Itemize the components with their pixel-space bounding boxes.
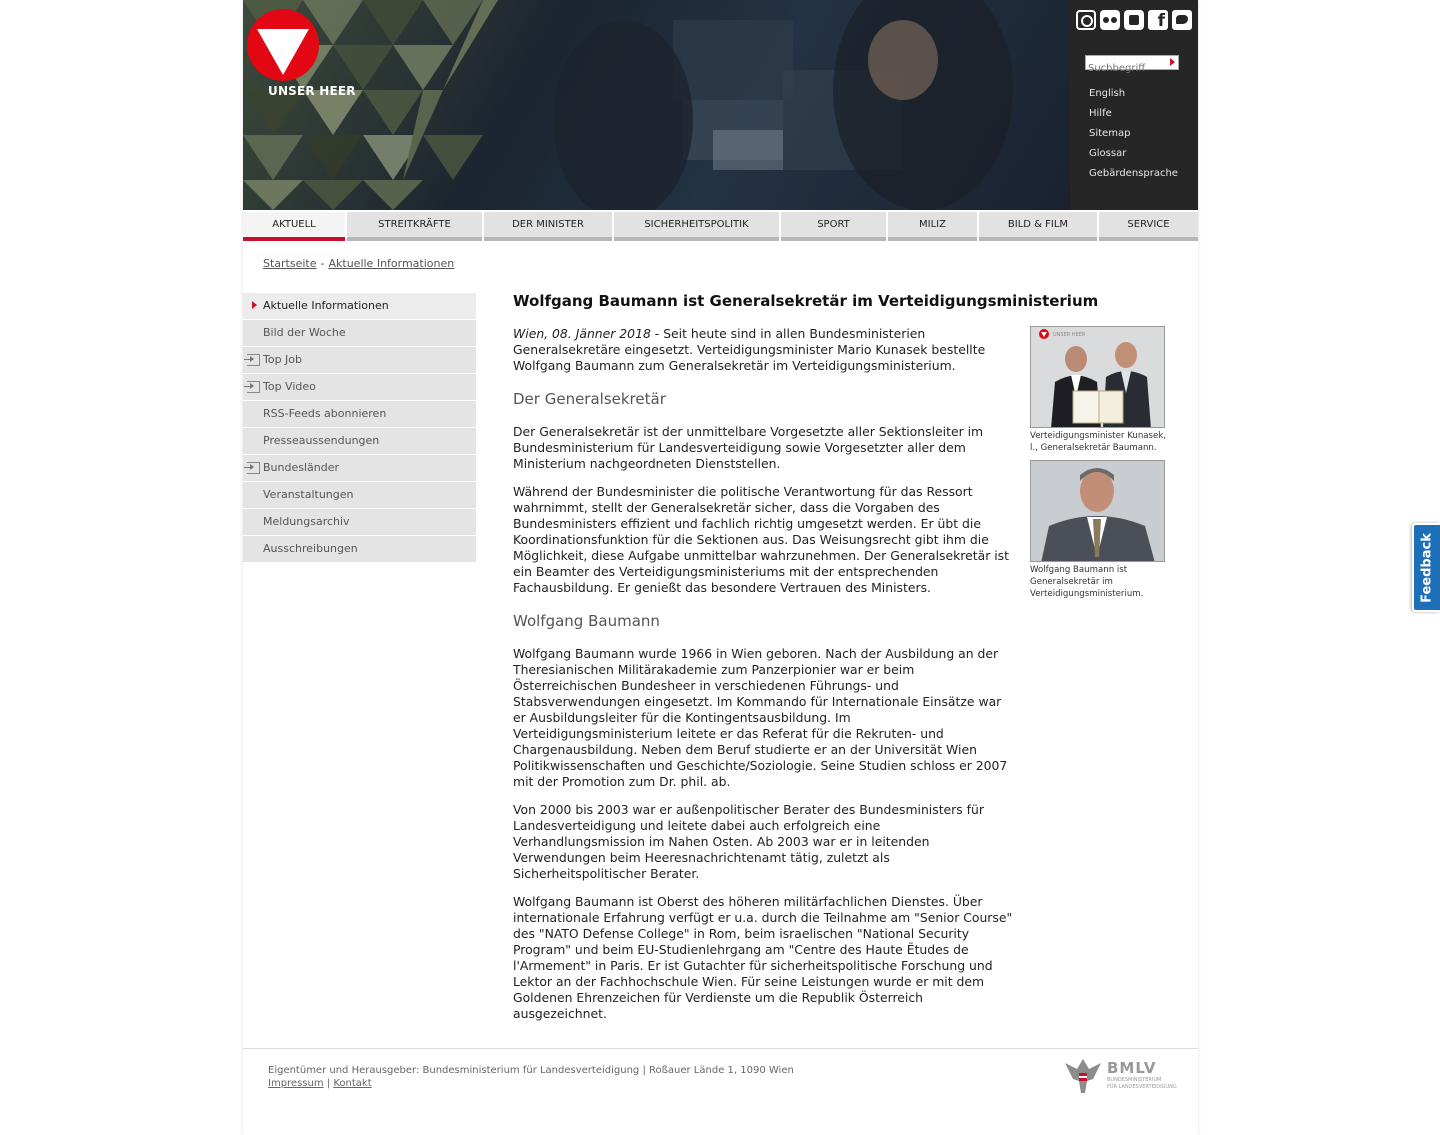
nav-sport[interactable]: SPORT [781,212,886,241]
instagram-icon[interactable] [1076,10,1096,30]
sidebar-item-label: Top Video [263,380,316,393]
section-title-wolfgang-baumann: Wolfgang Baumann [513,612,660,630]
figure-caption: Verteidigungsminister Kunasek, l., Generalsekretär Baumann. [1030,431,1167,453]
page-container [243,0,1198,1135]
sidebar-item-label: Meldungsarchiv [263,515,350,528]
feedback-button[interactable] [1412,523,1440,612]
flickr-icon[interactable] [1100,10,1120,30]
bmlv-subtitle-line: FÜR LANDESVERTEIDIGUNG [1107,1084,1177,1090]
hero-image [243,0,1070,210]
article-paragraph: Von 2000 bis 2003 war er außenpolitischer Berater des Bundesministers für Landesverteidigung und leitete dabei auch erfolgreich eine Verhandlungsmission im Nahen Osten. Ab 2003 war er in leitenden Verwendungen beim Heeresnachrichtenamt tätig, zuletzt als Sicherheitspolitischer Berater. [513,802,984,881]
article-paragraph: Wolfgang Baumann ist Oberst des höheren militärfachlichen Dienstes. Über internationale Erfahrung verfügt er u.a. durch die Teilnahme am "Senior Course" des "NATO Defense College" in Rom, beim israelischen "National Security Program" und beim EU-Studienlehrgang am "Centre des Haute Ẽtudes de l'Armement" in Paris. Er ist Gutachter für sicherheitspolitische Forschung und Lektor an der Fachhochschule Wien. Für seine Leistungen wurde er mit dem Goldenen Ehrenzeichen für Verdienste um die Republik Österreich ausgezeichnet. [513,894,1013,1021]
sidebar-item-label: Veranstaltungen [263,488,354,501]
sidebar-item-meldungsarchiv[interactable] [243,509,476,535]
util-link-glossar[interactable]: Glossar [1089,148,1127,159]
figure-handshake [1030,326,1170,454]
sidebar-item-rss-feeds[interactable] [243,401,476,427]
article-lead-text: - Seit heute sind in allen Bundesministerien Generalsekretäre eingesetzt. Verteidigungsminister Mario Kunasek bestellte Wolfgang Baumann zum Generalsekretär im Verteidigungsministerium. [513,326,986,373]
nav-sicherheitspolitik[interactable]: SICHERHEITSPOLITIK [614,212,779,241]
footer-separator: | [326,1078,331,1089]
twitter-icon[interactable] [1172,10,1192,30]
sidebar-item-label: Aktuelle Informationen [263,299,389,312]
sidebar-item-label: Bild der Woche [263,326,346,339]
footer-links [268,1078,372,1089]
nav-bild-film[interactable]: BILD & FILM [979,212,1097,241]
unser-heer-logo-icon[interactable] [243,0,323,90]
sidebar-item-top-job[interactable] [243,347,476,373]
photo-badge: UNSER HEER [1053,332,1086,338]
footer [243,1048,1198,1090]
sidebar-item-bild-der-woche[interactable] [243,320,476,346]
sidebar-item-label: Presseaussendungen [263,434,380,447]
photo-baumann-portrait[interactable] [1030,460,1165,562]
sidebar-item-top-video[interactable] [243,374,476,400]
nav-der-minister[interactable]: DER MINISTER [484,212,612,241]
sidebar-item-bundeslaender[interactable] [243,455,476,481]
search-box [1085,55,1179,70]
footer-owner: Eigentümer und Herausgeber: Bundesministerium für Landesverteidigung | Roßauer Lände 1, 1090 Wien [268,1065,794,1076]
nav-miliz[interactable]: MILIZ [888,212,977,241]
camouflage-pattern [243,0,1070,210]
article-title: Wolfgang Baumann ist Generalsekretär im Verteidigungsministerium [513,292,1099,310]
sidebar-item-label: Bundesländer [263,461,340,474]
social-icons [1076,10,1192,30]
breadcrumb [263,257,454,270]
external-link-icon [247,354,260,366]
nav-service[interactable]: SERVICE [1099,212,1198,241]
article-paragraph: Der Generalsekretär ist der unmittelbare Vorgesetzte aller Sektionsleiter im Bundesministerium für Landesverteidigung sowie Vorgesetzter aller dem Ministerium nachgeordneten Dienststellen. [513,424,984,471]
util-link-gebaerdensprache[interactable]: Gebärdensprache [1089,168,1178,179]
breadcrumb-separator: - [320,257,325,270]
search-submit-icon[interactable] [1170,58,1175,66]
external-link-icon [247,462,260,474]
article-paragraph: Wolfgang Baumann wurde 1966 in Wien geboren. Nach der Ausbildung an der Theresianischen Militärakademie zum Panzerpionier war er beim Österreichischen Bundesheer in verschiedenen Führungs- und Stabsverwendungen eingesetzt. Im Kommando für Internationale Einsätze war er Ausbildungsleiter für die Kontingentsausbildung. Im Verteidigungsministerium leitete er das Referat für die Rekruten- und Chargenausbildung. Neben dem Beruf studierte er an der Universität Wien Politikwissenschaften und Geschichte/Soziologie. Seine Studien schloss er 2007 mit der Promotion zum Dr. phil. ab. [513,646,1008,789]
facebook-icon[interactable]: f [1148,10,1168,30]
search-input[interactable] [1086,62,1166,75]
sidebar [243,293,476,563]
breadcrumb-current[interactable]: Aktuelle Informationen [328,257,455,270]
nav-streitkraefte[interactable]: STREITKRÄFTE [347,212,482,241]
main-nav [243,212,1198,241]
header-side-panel [1070,0,1198,210]
sidebar-item-label: RSS-Feeds abonnieren [263,407,387,420]
section-title-generalsekretaer: Der Generalsekretär [513,390,666,408]
figure-caption: Wolfgang Baumann ist Generalsekretär im Verteidigungsministerium. [1030,565,1144,599]
feedback-label: Feedback [1419,532,1435,603]
bmlv-logo[interactable] [1063,1057,1175,1097]
nav-aktuell[interactable]: AKTUELL [243,212,345,241]
sidebar-item-ausschreibungen[interactable] [243,536,476,562]
util-link-english[interactable]: English [1089,88,1126,99]
sidebar-item-aktuelle-informationen[interactable] [243,293,476,319]
figure-portrait [1030,460,1170,600]
article-paragraph: Während der Bundesminister die politische Verantwortung für das Ressort wahrnimmt, stellt der Generalsekretär sicher, dass die Vorgaben des Bundesministers effizient und fachlich richtig umgesetzt werden. Er übt die Koordinationsfunktion für die Sektionen aus. Das Weisungsrecht gibt ihm die Möglichkeit, diese Aufgabe unmittelbar wahrzunehmen. Der Generalsekretär ist ein Beamter des Verteidigungsministeriums mit der entsprechenden Fachausbildung. Er genießt das besondere Vertrauen des Ministers. [513,484,1009,595]
breadcrumb-home[interactable]: Startseite [263,257,317,270]
utility-links [1089,84,1178,184]
util-link-sitemap[interactable]: Sitemap [1089,128,1131,139]
header [243,0,1198,210]
footer-link-impressum[interactable]: Impressum [268,1078,324,1089]
sidebar-item-label: Top Job [263,353,303,366]
article-date: Wien, 08. Jänner 2018 [513,326,651,341]
util-link-hilfe[interactable]: Hilfe [1089,108,1112,119]
logo-text: UNSER HEER [268,84,356,98]
external-link-icon [247,381,260,393]
footer-link-kontakt[interactable]: Kontakt [333,1078,372,1089]
sidebar-item-presseaussendungen[interactable] [243,428,476,454]
bmlv-subtitle-line: BUNDESMINISTERIUM [1107,1077,1162,1083]
youtube-icon[interactable] [1124,10,1144,30]
arrow-right-icon [252,301,257,309]
article-images [1030,326,1170,606]
eagle-icon [1063,1057,1103,1095]
bmlv-title: BMLV [1107,1059,1157,1077]
bmlv-subtitle [1107,1077,1177,1091]
photo-kunasek-baumann[interactable] [1030,326,1165,428]
sidebar-item-label: Ausschreibungen [263,542,358,555]
sidebar-item-veranstaltungen[interactable] [243,482,476,508]
article-lead [513,326,1013,374]
